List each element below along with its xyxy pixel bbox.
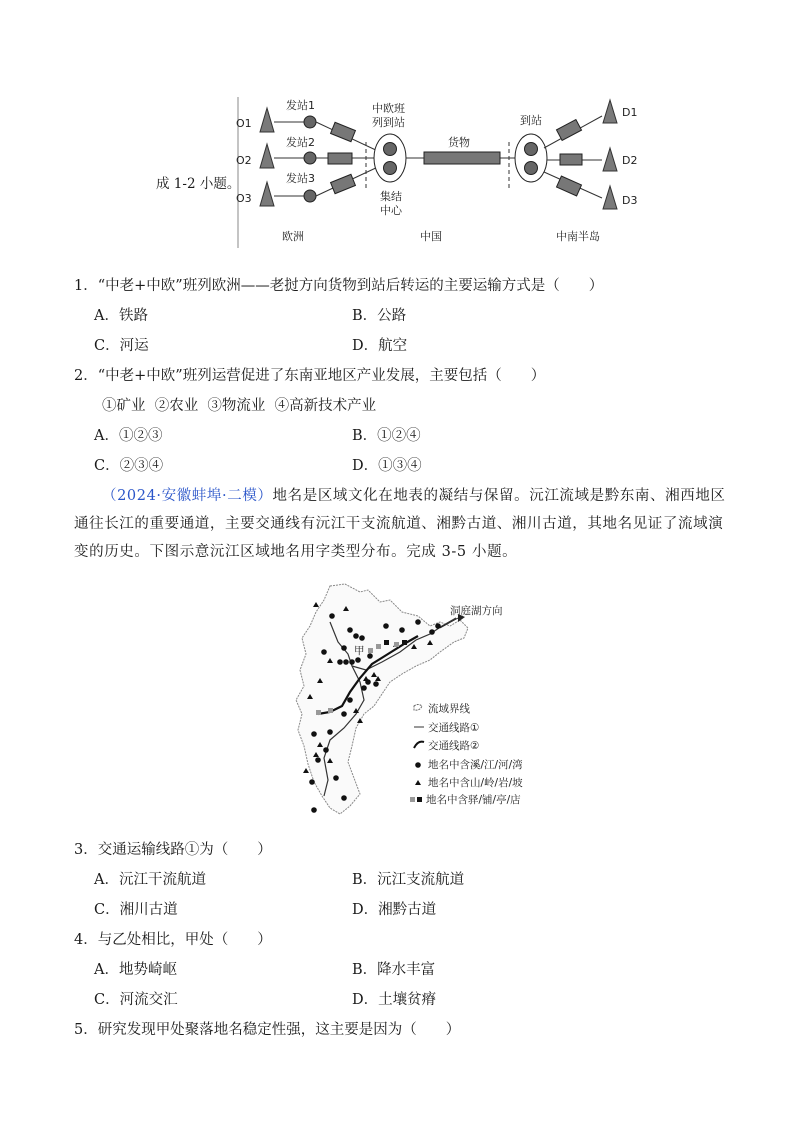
question-2-option-a[interactable]: A．①②③ <box>94 428 163 444</box>
road-block-3 <box>557 176 582 196</box>
jia-label: 甲 <box>354 645 365 657</box>
question-4-option-b[interactable]: B．降水丰富 <box>352 962 436 978</box>
hub-label-line2: 中心 <box>380 204 402 217</box>
question-2-option-b[interactable]: B．①②④ <box>352 428 421 444</box>
cargo-train <box>424 152 500 164</box>
hub-label-line1: 集结 <box>380 190 402 203</box>
question-1-option-b[interactable]: B．公路 <box>352 308 407 324</box>
destination-label-2: D2 <box>622 154 638 167</box>
legend-mountain-names: 地名中含山/岭/岩/坡 <box>428 777 523 789</box>
origin-label-3: O3 <box>236 192 252 205</box>
train-block-3 <box>331 174 356 193</box>
question-fragment: 成 1-2 小题。 <box>156 176 241 192</box>
question-4-option-d[interactable]: D．土壤贫瘠 <box>352 992 437 1008</box>
china-europe-station-line2: 列到站 <box>372 116 405 129</box>
question-3-option-b[interactable]: B．沅江支流航道 <box>352 872 465 888</box>
origin-o2-triangle <box>260 144 274 168</box>
question-2-option-d[interactable]: D．①③④ <box>352 458 422 474</box>
origin-o3-triangle <box>260 182 274 206</box>
question-1-option-a[interactable]: A．铁路 <box>94 308 148 324</box>
origin-label-1: O1 <box>236 117 252 130</box>
question-1-stem: 1．“中老+中欧”班列欧洲——老挝方向货物到站后转运的主要运输方式是（ ） <box>74 278 604 294</box>
question-2-option-c[interactable]: C．②③④ <box>94 458 164 474</box>
question-4-stem: 4．与乙处相比，甲处（ ） <box>74 932 272 948</box>
train-block-2 <box>328 153 352 164</box>
origin-o1-triangle <box>260 108 274 132</box>
arrival-node-top <box>525 143 538 156</box>
departure-label-3: 发站3 <box>286 172 315 185</box>
question-4-option-c[interactable]: C．河流交汇 <box>94 992 178 1008</box>
destination-d2-triangle <box>603 148 617 171</box>
region-europe: 欧洲 <box>282 230 304 243</box>
legend-route-2: 交通线路② <box>428 740 480 752</box>
question-3-option-a[interactable]: A．沅江干流航道 <box>94 872 206 888</box>
hub-node-bottom <box>384 162 397 175</box>
china-europe-station-line1: 中欧班 <box>372 102 405 115</box>
destination-label-1: D1 <box>622 106 638 119</box>
question-4-option-a[interactable]: A．地势崎岖 <box>94 962 177 978</box>
destination-d1-triangle <box>603 100 617 123</box>
departure-station-3 <box>304 190 316 202</box>
question-5-stem: 5．研究发现甲处聚落地名稳定性强，这主要是因为（ ） <box>74 1022 461 1038</box>
rail-transport-diagram <box>230 92 650 252</box>
road-block-2 <box>560 154 582 165</box>
hub-node-top <box>384 143 397 156</box>
legend-boundary: 流域界线 <box>428 703 470 715</box>
question-3-option-d[interactable]: D．湘黔古道 <box>352 902 437 918</box>
train-block-1 <box>331 122 356 141</box>
origin-label-2: O2 <box>236 154 252 167</box>
passage-text: 地名是区域文化在地表的凝结与保留。沅江流域是黔东南、湘西地区通往长江的重要通道，主要交通线有沅江干支流航道、湘黔古道、湘川古道，其地名见证了流域演变的历史。下图示意沅江区域地名用字类型分布。完成 3-5 小题。 <box>74 488 726 560</box>
question-1-option-c[interactable]: C．河运 <box>94 338 149 354</box>
question-1-option-d[interactable]: D．航空 <box>352 338 408 354</box>
departure-station-2 <box>304 152 316 164</box>
destination-d3-triangle <box>603 186 617 209</box>
cargo-label: 货物 <box>448 136 470 149</box>
legend-station-names: 地名中含驿/铺/亭/店 <box>426 794 521 806</box>
question-3-option-c[interactable]: C．湘川古道 <box>94 902 178 918</box>
legend-route-1: 交通线路① <box>428 722 480 734</box>
legend-water-names: 地名中含溪/江/河/湾 <box>428 759 523 771</box>
direction-label: 洞庭湖方向 <box>450 605 503 617</box>
arrival-node-bottom <box>525 162 538 175</box>
question-2-items: ①矿业 ②农业 ③物流业 ④高新技术产业 <box>102 398 377 414</box>
destination-label-3: D3 <box>622 194 638 207</box>
map-legend <box>410 702 523 806</box>
region-indochina: 中南半岛 <box>556 230 600 243</box>
passage-source: （2024·安徽蚌埠·二模） <box>102 488 273 504</box>
departure-station-1 <box>304 116 316 128</box>
question-2-stem: 2．“中老+中欧”班列运营促进了东南亚地区产业发展，主要包括（ ） <box>74 368 546 384</box>
passage <box>74 482 734 566</box>
departure-label-2: 发站2 <box>286 136 315 149</box>
yuanjiang-map <box>290 582 530 822</box>
question-3-stem: 3．交通运输线路①为（ ） <box>74 842 272 858</box>
arrival-label: 到站 <box>520 114 542 127</box>
departure-label-1: 发站1 <box>286 99 315 112</box>
region-china: 中国 <box>420 230 442 243</box>
road-block-1 <box>556 120 581 141</box>
